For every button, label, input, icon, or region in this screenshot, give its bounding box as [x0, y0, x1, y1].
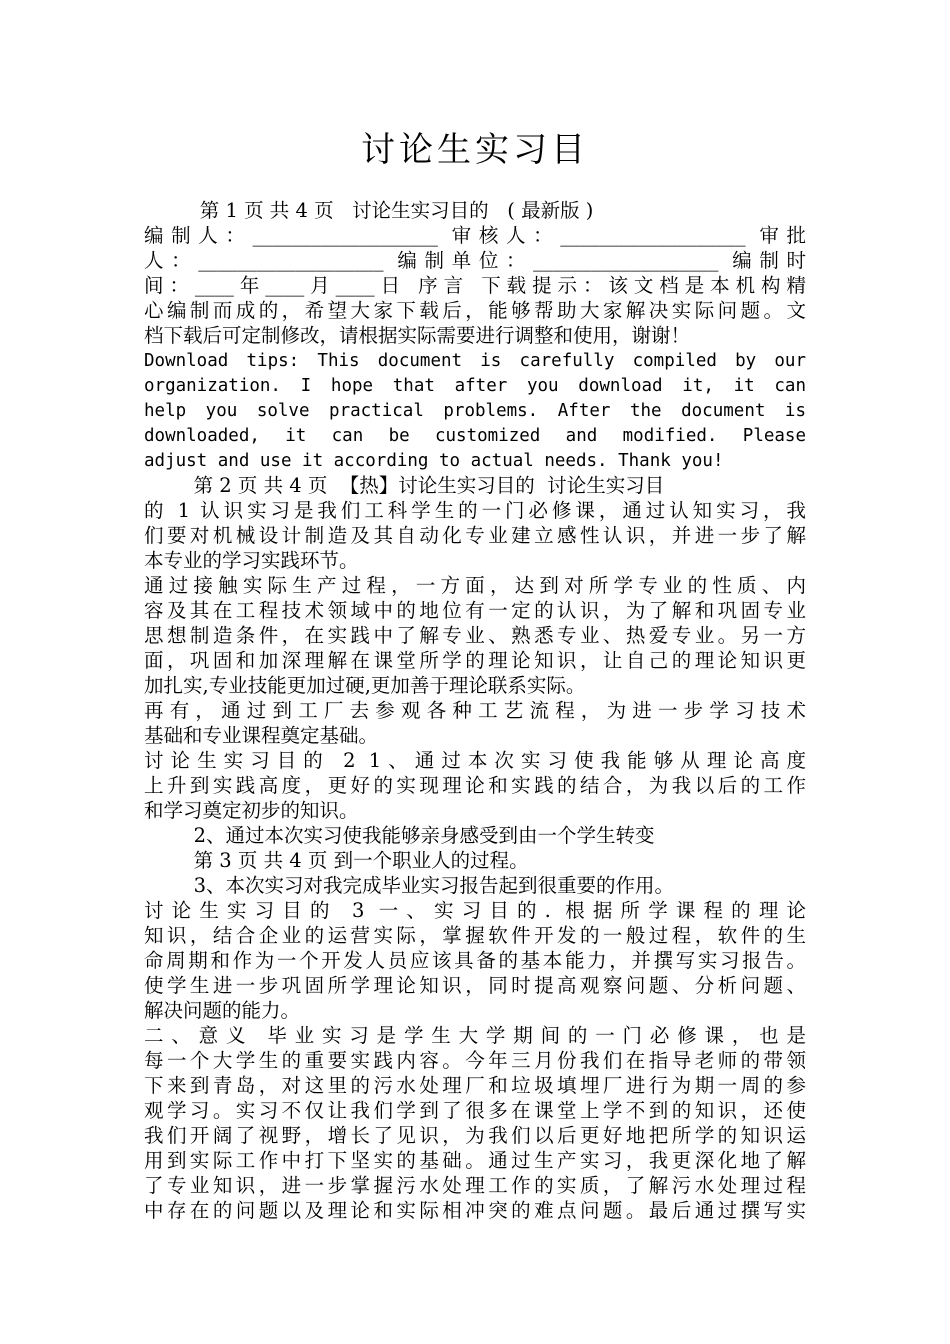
- text-line: 再有，通过到工厂去参观各种工艺流程，为进一步学习技术: [144, 699, 806, 722]
- text-line: 使学生进一步巩固所学理论知识，同时提高观察问题、分析问题、: [144, 974, 806, 997]
- document-title: 讨论生实习目: [361, 130, 589, 170]
- text-line: 的 1 认识实习是我们工科学生的一门必修课，通过认知实习，我: [144, 499, 806, 522]
- text-line: 讨论生实习目的 2 1、通过本次实习使我能够从理论高度: [144, 749, 806, 772]
- text-line: 面，巩固和加深理解在课堂所学的理论知识，让自己的理论知识更: [144, 649, 806, 672]
- text-line: 编制人：___________________ 审核人：___________________ 审批: [144, 224, 806, 247]
- text-line: Download tips: This document is carefully compiled by our: [144, 351, 806, 371]
- text-line: 心编制而成的，希望大家下载后，能够帮助大家解决实际问题。文: [144, 299, 806, 322]
- text-line: 解决问题的能力。: [144, 999, 301, 1022]
- text-line: 每一个大学生的重要实践内容。今年三月份我们在指导老师的带领: [144, 1049, 806, 1072]
- text-line: 第 1 页 共 4 页 讨论生实习目的 ( 最新版 ): [144, 199, 594, 222]
- text-line: 上升到实践高度，更好的实现理论和实践的结合，为我以后的工作: [144, 774, 806, 797]
- text-line: 基础和专业课程奠定基础。: [144, 724, 379, 747]
- text-line: downloaded, it can be customized and modified. Please: [144, 426, 806, 446]
- text-line: 观学习。实习不仅让我们学到了很多在课堂上学不到的知识，还使: [144, 1099, 806, 1122]
- text-line: adjust and use it according to actual needs. Thank you!: [144, 451, 724, 471]
- text-line: 思想制造条件，在实践中了解专业、熟悉专业、热爱专业。另一方: [144, 624, 806, 647]
- text-line: organization. I hope that after you download it, it can: [144, 376, 806, 396]
- text-line: 档下载后可定制修改，请根据实际需要进行调整和使用，谢谢！: [144, 324, 691, 347]
- text-line: 们要对机械设计制造及其自动化专业建立感性认识，并进一步了解: [144, 524, 806, 547]
- text-line: 和学习奠定初步的知识。: [144, 799, 359, 822]
- text-line: 命周期和作为一个开发人员应该具备的基本能力，并撰写实习报告。: [144, 949, 806, 972]
- text-line: 3、本次实习对我完成毕业实习报告起到很重要的作用。: [144, 874, 674, 897]
- text-line: 2、通过本次实习使我能够亲身感受到由一个学生转变: [144, 824, 655, 847]
- text-line: 下来到青岛，对这里的污水处理厂和垃圾填埋厂进行为期一周的参: [144, 1074, 806, 1097]
- text-line: 中存在的问题以及理论和实际相冲突的难点问题。最后通过撰写实: [144, 1199, 806, 1222]
- text-line: 人：___________________ 编制单位：___________________ 编制时: [144, 249, 806, 272]
- text-line: 第 2 页 共 4 页 【热】讨论生实习目的 讨论生实习目: [144, 474, 665, 497]
- text-line: 了专业知识，进一步掌握污水处理工作的实质，了解污水处理过程: [144, 1174, 806, 1197]
- text-line: 讨论生实习目的 3 一、实习目的. 根据所学课程的理论: [144, 899, 806, 922]
- text-line: 通过接触实际生产过程，一方面，达到对所学专业的性质、内: [144, 574, 806, 597]
- text-line: help you solve practical problems. After the document is: [144, 401, 806, 421]
- text-line: 二、意义 毕业实习是学生大学期间的一门必修课，也是: [144, 1024, 806, 1047]
- text-line: 知识，结合企业的运营实际，掌握软件开发的一般过程，软件的生: [144, 924, 806, 947]
- text-line: 本专业的学习实践环节。: [144, 549, 359, 572]
- text-line: 加扎实,专业技能更加过硬,更加善于理论联系实际。: [144, 674, 586, 697]
- text-line: 第 3 页 共 4 页 到一个职业人的过程。: [144, 849, 529, 872]
- text-line: 我们开阔了视野，增长了见识，为我们以后更好地把所学的知识运: [144, 1124, 806, 1147]
- text-line: 间：____年____月____日 序言 下载提示：该文档是本机构精: [144, 274, 806, 297]
- text-line: 容及其在工程技术领域中的地位有一定的认识，为了解和巩固专业: [144, 599, 806, 622]
- text-line: 用到实际工作中打下坚实的基础。通过生产实习，我更深化地了解: [144, 1149, 806, 1172]
